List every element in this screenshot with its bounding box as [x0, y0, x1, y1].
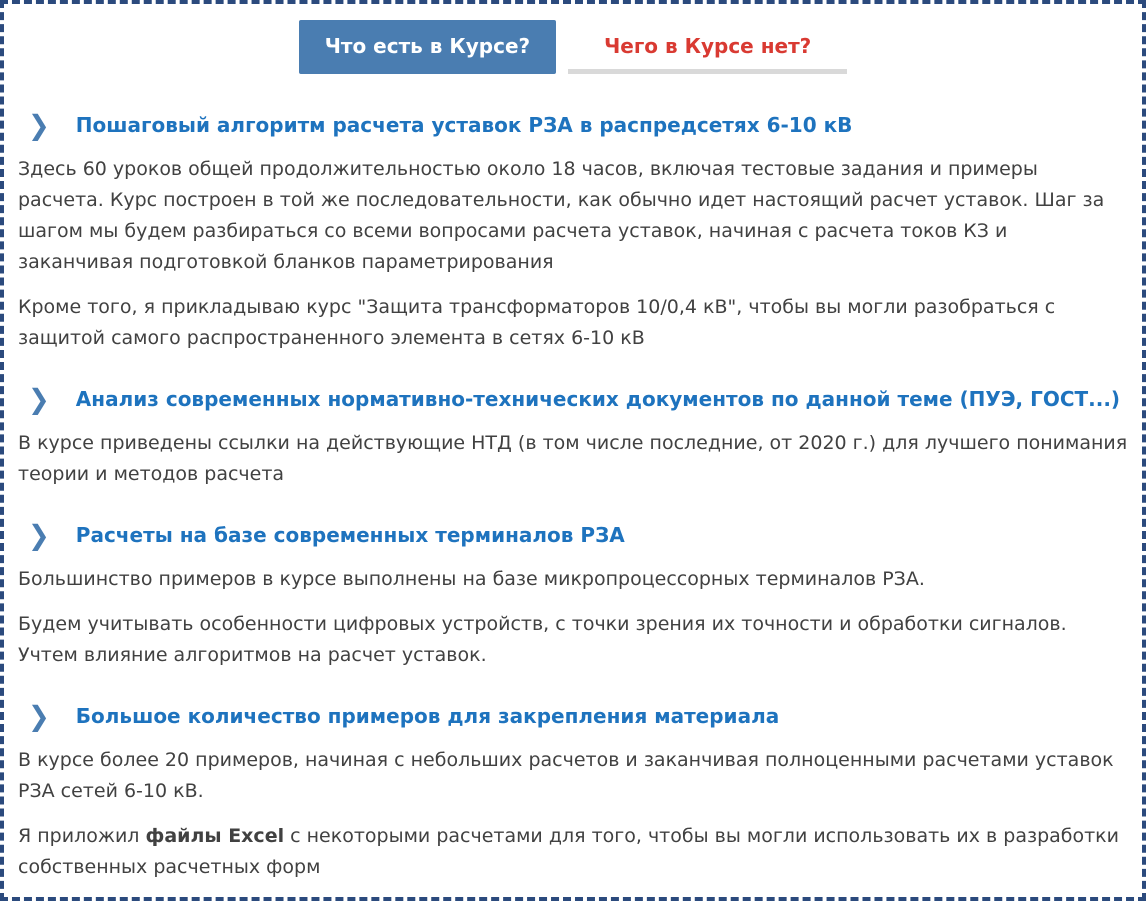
section-title: Анализ современных нормативно-технических документов по данной теме (ПУЭ, ГОСТ...) — [75, 387, 1121, 411]
section-algorithm — [14, 110, 1132, 354]
rich-text-suffix: с некоторыми расчетами для того, чтобы вы могли использовать их в разработки собственных расчетных форм — [18, 825, 1120, 878]
section-paragraph: Будем учитывать особенности цифровых устройств, с точки зрения их точности и обработки сигналов. Учтем влияние алгоритмов на расчет уставок. — [18, 613, 1067, 666]
rich-text-prefix: Я приложил — [18, 825, 146, 847]
section-paragraph: Кроме того, я прикладываю курс "Защита трансформаторов 10/0,4 кВ", чтобы вы могли разобраться с защитой самого распространенного элемента в сетях 6-10 кВ — [18, 296, 1056, 349]
course-tabs — [14, 20, 1132, 74]
section-title: Пошаговый алгоритм расчета уставок РЗА в распредсетях 6-10 кВ — [75, 113, 853, 137]
tab-what-is-not-in-course[interactable]: Чего в Курсе нет? — [568, 20, 847, 74]
section-title: Большое количество примеров для закрепления материала — [75, 704, 780, 728]
section-paragraph: Здесь 60 уроков общей продолжительностью около 18 часов, включая тестовые задания и примеры расчета. Курс построен в той же последовательности, как обычно идет настоящий расчет уставок. Шаг за шагом мы будем разбираться со всеми вопросами расчета уставок, начиная с расчета токов КЗ и заканчивая подготовкой бланков параметрирования — [18, 158, 1105, 273]
chevron-right-icon: ❯ — [28, 519, 50, 552]
chevron-right-icon: ❯ — [28, 383, 50, 416]
section-heading-row — [14, 701, 1132, 732]
chevron-right-icon: ❯ — [28, 700, 50, 733]
section-paragraph-rich — [14, 821, 1132, 883]
section-heading-row — [14, 110, 1132, 141]
section-heading-row — [14, 384, 1132, 415]
section-title: Расчеты на базе современных терминалов РЗА — [75, 523, 625, 547]
section-ntd-analysis — [14, 384, 1132, 490]
rich-text-bold: файлы Excel — [145, 825, 285, 847]
section-paragraph: В курсе приведены ссылки на действующие НТД (в том числе последние, от 2020 г.) для лучшего понимания теории и методов расчета — [18, 432, 1128, 485]
section-paragraph: В курсе более 20 примеров, начиная с небольших расчетов и заканчивая полноценными расчетами уставок РЗА сетей 6-10 кВ. — [18, 749, 1114, 802]
section-heading-row — [14, 520, 1132, 551]
section-paragraph: Большинство примеров в курсе выполнены на базе микропроцессорных терминалов РЗА. — [18, 568, 925, 590]
tab-what-is-in-course[interactable]: Что есть в Курсе? — [299, 20, 556, 74]
section-terminals — [14, 520, 1132, 671]
chevron-right-icon: ❯ — [28, 109, 50, 142]
section-examples — [14, 701, 1132, 883]
